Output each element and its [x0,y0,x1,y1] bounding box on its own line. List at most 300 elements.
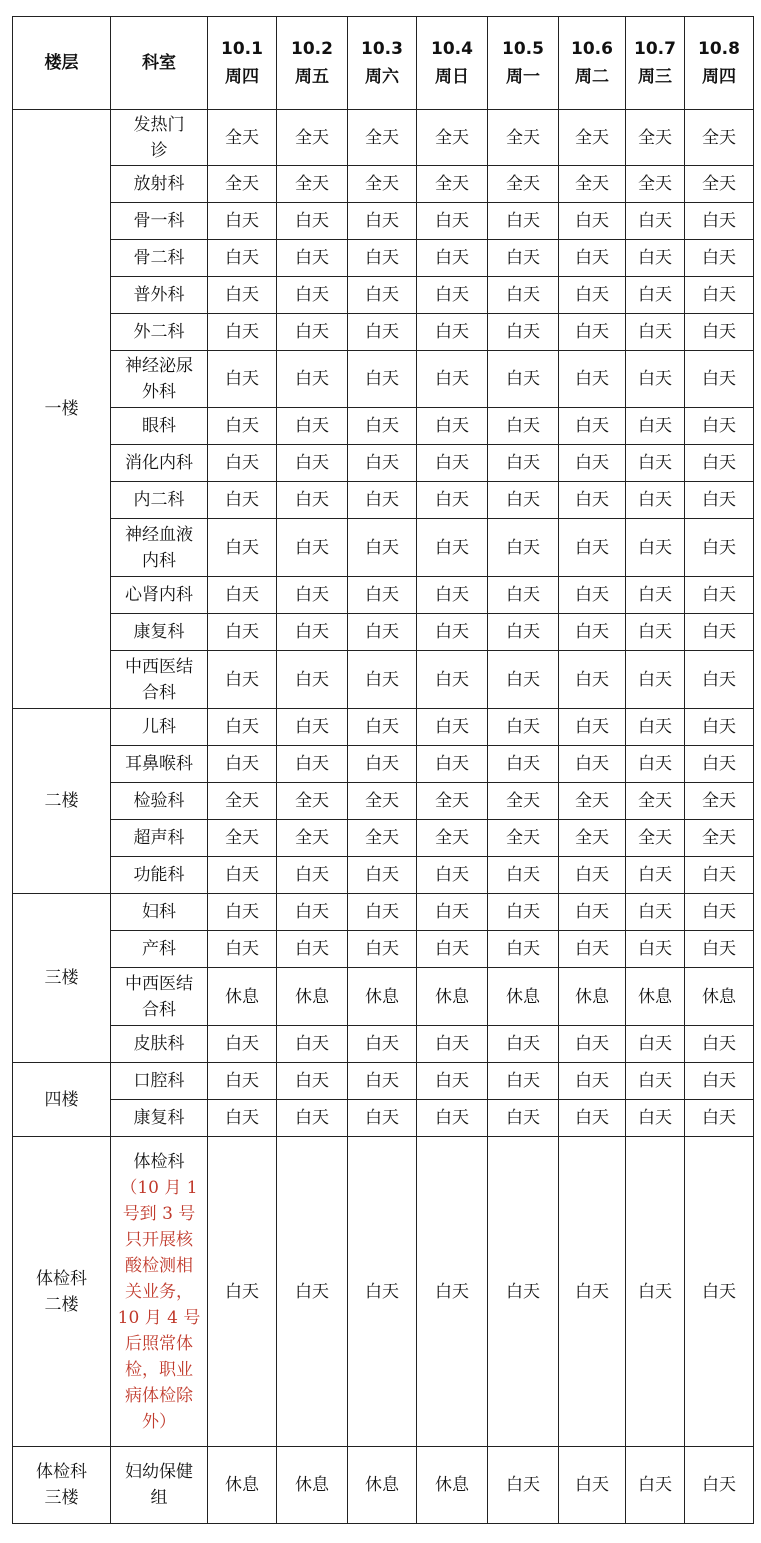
day-weekday: 周二 [575,67,609,87]
floor-cell [13,894,111,1063]
schedule-cell: 白天 [348,894,417,931]
dept-cell [111,1137,208,1447]
schedule-cell: 白天 [417,577,488,614]
schedule-cell: 全天 [626,783,685,820]
schedule-cell: 白天 [685,746,754,783]
dept-cell [111,1100,208,1137]
dept-note: 只开展核 [125,1229,193,1250]
schedule-cell: 全天 [626,166,685,203]
day-date: 10.1 [221,39,263,59]
schedule-cell: 白天 [277,314,348,351]
dept-header: 科室 [111,17,208,110]
floor-cell [13,709,111,894]
schedule-cell: 白天 [277,1137,348,1447]
schedule-cell: 白天 [488,351,559,408]
dept-cell [111,110,208,166]
floor-label: 一楼 [44,399,79,419]
dept-cell [111,482,208,519]
dept-note: 10 月 4 号 [117,1307,201,1328]
dept-cell [111,351,208,408]
schedule-cell: 白天 [559,709,626,746]
schedule-cell: 全天 [208,110,277,166]
dept-label: 组 [150,1488,168,1508]
table-row [13,203,754,240]
schedule-cell: 白天 [348,577,417,614]
schedule-cell: 白天 [277,894,348,931]
day-date: 10.8 [698,39,740,59]
schedule-cell: 白天 [208,709,277,746]
schedule-cell: 休息 [208,968,277,1026]
schedule-cell: 白天 [348,614,417,651]
schedule-cell: 白天 [417,482,488,519]
schedule-cell: 白天 [488,277,559,314]
schedule-cell: 白天 [277,931,348,968]
dept-label: 检验科 [133,791,185,811]
schedule-cell: 白天 [626,894,685,931]
schedule-cell: 全天 [208,783,277,820]
table-row [13,1063,754,1100]
schedule-cell: 白天 [685,857,754,894]
schedule-cell: 白天 [626,1063,685,1100]
schedule-cell: 白天 [488,746,559,783]
day-header [488,17,559,110]
dept-note: 号到 3 号 [122,1203,196,1224]
dept-cell [111,651,208,709]
table-row [13,240,754,277]
schedule-cell: 白天 [277,277,348,314]
dept-cell [111,1026,208,1063]
day-header [208,17,277,110]
schedule-cell: 白天 [348,240,417,277]
schedule-cell: 全天 [208,166,277,203]
dept-cell [111,1063,208,1100]
day-date: 10.2 [291,39,333,59]
table-row [13,314,754,351]
schedule-cell: 白天 [488,651,559,709]
schedule-cell: 白天 [417,1137,488,1447]
schedule-cell: 白天 [488,408,559,445]
dept-cell [111,240,208,277]
dept-note: 关业务， [125,1281,193,1302]
dept-label: 内科 [142,550,176,571]
dept-label: 康复科 [133,1108,185,1128]
schedule-cell: 白天 [488,1063,559,1100]
schedule-cell: 白天 [626,614,685,651]
schedule-cell: 休息 [685,968,754,1026]
day-header [348,17,417,110]
schedule-cell: 白天 [559,1100,626,1137]
floor-label: 四楼 [44,1089,79,1110]
floor-label: 三楼 [44,1488,79,1508]
schedule-cell: 白天 [559,240,626,277]
schedule-cell: 白天 [685,519,754,577]
schedule-cell: 白天 [488,1137,559,1447]
schedule-cell: 全天 [348,783,417,820]
floor-label: 二楼 [44,791,79,811]
table-row [13,746,754,783]
schedule-cell: 白天 [626,445,685,482]
schedule-cell: 白天 [277,651,348,709]
schedule-cell: 白天 [626,314,685,351]
schedule-cell: 白天 [348,519,417,577]
schedule-cell: 白天 [208,857,277,894]
schedule-cell: 白天 [348,277,417,314]
schedule-cell: 白天 [417,746,488,783]
schedule-cell: 白天 [208,408,277,445]
header-row [13,17,754,110]
table-row [13,894,754,931]
schedule-cell: 白天 [417,931,488,968]
dept-cell [111,820,208,857]
table-row [13,519,754,577]
schedule-cell: 白天 [208,314,277,351]
schedule-cell: 白天 [208,519,277,577]
schedule-cell: 白天 [626,408,685,445]
schedule-cell: 白天 [685,1100,754,1137]
schedule-cell: 白天 [488,445,559,482]
table-row [13,709,754,746]
schedule-cell: 白天 [277,482,348,519]
schedule-cell: 白天 [208,1063,277,1100]
schedule-cell: 白天 [348,1100,417,1137]
schedule-cell: 白天 [488,1100,559,1137]
schedule-cell: 白天 [277,577,348,614]
floor-label: 体检科 [36,1462,87,1482]
schedule-cell: 白天 [208,1026,277,1063]
dept-label: 放射科 [133,174,185,194]
schedule-cell: 白天 [417,445,488,482]
dept-label: 发热门 [133,114,185,135]
schedule-cell: 全天 [277,820,348,857]
schedule-cell: 白天 [417,314,488,351]
dept-cell [111,614,208,651]
schedule-cell: 白天 [348,1063,417,1100]
schedule-cell: 白天 [626,709,685,746]
schedule-cell: 白天 [685,1137,754,1447]
table-row [13,1100,754,1137]
schedule-cell: 白天 [208,351,277,408]
schedule-cell: 白天 [626,746,685,783]
table-row [13,614,754,651]
schedule-cell: 白天 [559,894,626,931]
schedule-cell: 全天 [417,110,488,166]
schedule-cell: 白天 [348,931,417,968]
floor-cell [13,110,111,709]
schedule-cell: 白天 [685,709,754,746]
day-date: 10.4 [431,39,473,59]
schedule-cell: 白天 [685,408,754,445]
dept-label: 骨一科 [133,211,185,231]
schedule-cell: 白天 [277,240,348,277]
schedule-cell: 白天 [348,857,417,894]
schedule-cell: 白天 [685,614,754,651]
schedule-cell: 白天 [208,1137,277,1447]
table-row [13,277,754,314]
schedule-cell: 白天 [626,1100,685,1137]
dept-label: 神经泌尿 [125,356,193,376]
schedule-cell: 白天 [417,277,488,314]
dept-label: 超声科 [133,828,185,848]
schedule-cell: 全天 [348,110,417,166]
schedule-cell: 白天 [685,314,754,351]
schedule-cell: 白天 [559,577,626,614]
schedule-cell: 白天 [348,408,417,445]
schedule-cell: 全天 [488,166,559,203]
schedule-cell: 白天 [559,314,626,351]
schedule-cell: 白天 [277,519,348,577]
schedule-cell: 白天 [417,709,488,746]
dept-note: （10 月 1 [120,1177,198,1198]
floor-label: 二楼 [44,1294,79,1315]
schedule-cell: 白天 [626,203,685,240]
table-row [13,820,754,857]
schedule-cell: 白天 [626,857,685,894]
schedule-cell: 白天 [559,277,626,314]
dept-label: 外二科 [133,322,185,342]
schedule-cell: 白天 [208,1100,277,1137]
dept-label: 体检科 [133,1151,185,1172]
schedule-cell: 全天 [417,820,488,857]
schedule-cell: 白天 [348,351,417,408]
schedule-cell: 白天 [685,277,754,314]
schedule-cell: 白天 [208,651,277,709]
table-row [13,783,754,820]
dept-label: 中西医结 [125,656,193,677]
schedule-cell: 白天 [685,482,754,519]
schedule-cell: 全天 [559,166,626,203]
dept-cell [111,709,208,746]
schedule-cell: 白天 [348,203,417,240]
schedule-cell: 白天 [277,1100,348,1137]
schedule-cell: 白天 [559,1026,626,1063]
table-row [13,1137,754,1447]
schedule-cell: 全天 [277,166,348,203]
table-row [13,482,754,519]
dept-label: 合科 [142,999,176,1020]
schedule-cell: 白天 [685,931,754,968]
dept-label: 口腔科 [133,1071,185,1091]
day-weekday: 周五 [295,67,329,87]
schedule-cell: 白天 [626,651,685,709]
schedule-cell: 白天 [208,614,277,651]
schedule-cell: 白天 [348,709,417,746]
schedule-cell: 白天 [559,351,626,408]
schedule-cell: 白天 [277,408,348,445]
schedule-cell: 全天 [208,820,277,857]
schedule-cell: 白天 [208,240,277,277]
schedule-cell: 白天 [348,445,417,482]
schedule-cell: 白天 [417,1100,488,1137]
dept-label: 康复科 [133,622,185,642]
schedule-cell: 白天 [626,519,685,577]
schedule-cell: 白天 [488,857,559,894]
day-header [626,17,685,110]
schedule-cell: 白天 [348,746,417,783]
schedule-cell: 白天 [208,931,277,968]
schedule-cell: 白天 [626,482,685,519]
schedule-cell: 白天 [488,1447,559,1524]
dept-note: 病体检除 [125,1385,193,1406]
schedule-cell: 白天 [626,1026,685,1063]
day-weekday: 周三 [638,67,672,87]
schedule-cell: 全天 [488,110,559,166]
schedule-cell: 白天 [626,577,685,614]
schedule-cell: 白天 [626,277,685,314]
schedule-cell: 休息 [277,968,348,1026]
schedule-cell: 白天 [277,857,348,894]
schedule-cell: 全天 [685,110,754,166]
schedule-cell: 白天 [626,351,685,408]
schedule-cell: 白天 [208,746,277,783]
schedule-table [12,16,754,1524]
schedule-cell: 全天 [626,110,685,166]
dept-cell [111,1447,208,1524]
table-row [13,968,754,1026]
dept-cell [111,857,208,894]
schedule-cell: 白天 [626,240,685,277]
table-row [13,651,754,709]
schedule-cell: 白天 [208,277,277,314]
schedule-cell: 白天 [348,1026,417,1063]
schedule-cell: 白天 [559,203,626,240]
day-header [417,17,488,110]
schedule-cell: 白天 [417,857,488,894]
day-header [559,17,626,110]
dept-cell [111,968,208,1026]
floor-header: 楼层 [13,17,111,110]
schedule-cell: 白天 [277,351,348,408]
schedule-cell: 白天 [417,1063,488,1100]
schedule-cell: 白天 [208,482,277,519]
dept-label: 功能科 [133,865,185,885]
schedule-cell: 全天 [488,820,559,857]
dept-cell [111,783,208,820]
schedule-cell: 白天 [208,894,277,931]
schedule-cell: 休息 [348,1447,417,1524]
dept-label: 心肾内科 [125,585,193,605]
schedule-cell: 白天 [417,651,488,709]
schedule-cell: 白天 [559,408,626,445]
dept-note: 外） [142,1411,176,1432]
dept-label: 诊 [150,140,168,161]
schedule-cell: 全天 [348,166,417,203]
schedule-cell: 白天 [277,1063,348,1100]
schedule-cell: 休息 [488,968,559,1026]
schedule-cell: 白天 [488,314,559,351]
dept-label: 内二科 [133,490,185,510]
schedule-cell: 白天 [559,1063,626,1100]
table-row [13,166,754,203]
schedule-cell: 白天 [685,203,754,240]
day-header [277,17,348,110]
dept-cell [111,277,208,314]
dept-label: 皮肤科 [133,1034,185,1054]
schedule-cell: 全天 [685,820,754,857]
schedule-cell: 全天 [685,166,754,203]
dept-label: 合科 [142,682,176,703]
schedule-cell: 白天 [488,614,559,651]
day-weekday: 周日 [435,67,469,87]
schedule-cell: 全天 [417,783,488,820]
schedule-cell: 白天 [348,314,417,351]
schedule-cell: 白天 [685,1063,754,1100]
schedule-cell: 白天 [685,1026,754,1063]
schedule-cell: 白天 [488,709,559,746]
schedule-cell: 白天 [417,894,488,931]
schedule-cell: 全天 [348,820,417,857]
dept-cell [111,931,208,968]
schedule-cell: 白天 [277,203,348,240]
dept-note: 后照常体 [125,1333,193,1354]
floor-label: 体检科 [36,1268,87,1289]
schedule-cell: 全天 [626,820,685,857]
dept-cell [111,314,208,351]
table-row [13,351,754,408]
day-weekday: 周四 [702,67,736,87]
schedule-body [13,110,754,1524]
dept-cell [111,894,208,931]
dept-label: 耳鼻喉科 [125,754,193,774]
schedule-cell: 白天 [559,445,626,482]
table-row [13,577,754,614]
dept-label: 儿科 [142,717,176,737]
schedule-cell: 白天 [488,482,559,519]
dept-label: 消化内科 [125,453,193,473]
day-date: 10.7 [634,39,676,59]
schedule-cell: 白天 [348,482,417,519]
schedule-cell: 白天 [417,614,488,651]
schedule-cell: 白天 [559,1447,626,1524]
schedule-cell: 白天 [417,408,488,445]
dept-label: 产科 [142,939,176,959]
schedule-cell: 白天 [626,1447,685,1524]
table-row [13,857,754,894]
schedule-cell: 白天 [277,614,348,651]
schedule-cell: 白天 [559,519,626,577]
schedule-cell: 白天 [417,203,488,240]
floor-cell [13,1063,111,1137]
schedule-cell: 白天 [685,240,754,277]
schedule-cell: 全天 [417,166,488,203]
schedule-cell: 白天 [208,203,277,240]
schedule-cell: 白天 [488,931,559,968]
dept-label: 妇科 [142,902,176,922]
floor-cell [13,1137,111,1447]
schedule-cell: 白天 [559,482,626,519]
dept-cell [111,445,208,482]
day-weekday: 周六 [365,67,399,87]
schedule-cell: 白天 [208,577,277,614]
dept-cell [111,577,208,614]
schedule-cell: 白天 [277,746,348,783]
schedule-cell: 白天 [417,240,488,277]
schedule-cell: 白天 [559,651,626,709]
schedule-cell: 白天 [626,931,685,968]
dept-cell [111,166,208,203]
day-date: 10.5 [502,39,544,59]
schedule-cell: 白天 [417,519,488,577]
schedule-cell: 全天 [685,783,754,820]
table-row [13,931,754,968]
schedule-cell: 白天 [417,1026,488,1063]
dept-note: 酸检测相 [125,1255,193,1276]
schedule-cell: 白天 [277,445,348,482]
dept-cell [111,746,208,783]
schedule-cell: 白天 [685,894,754,931]
schedule-cell: 休息 [626,968,685,1026]
schedule-cell: 白天 [559,931,626,968]
table-row [13,408,754,445]
